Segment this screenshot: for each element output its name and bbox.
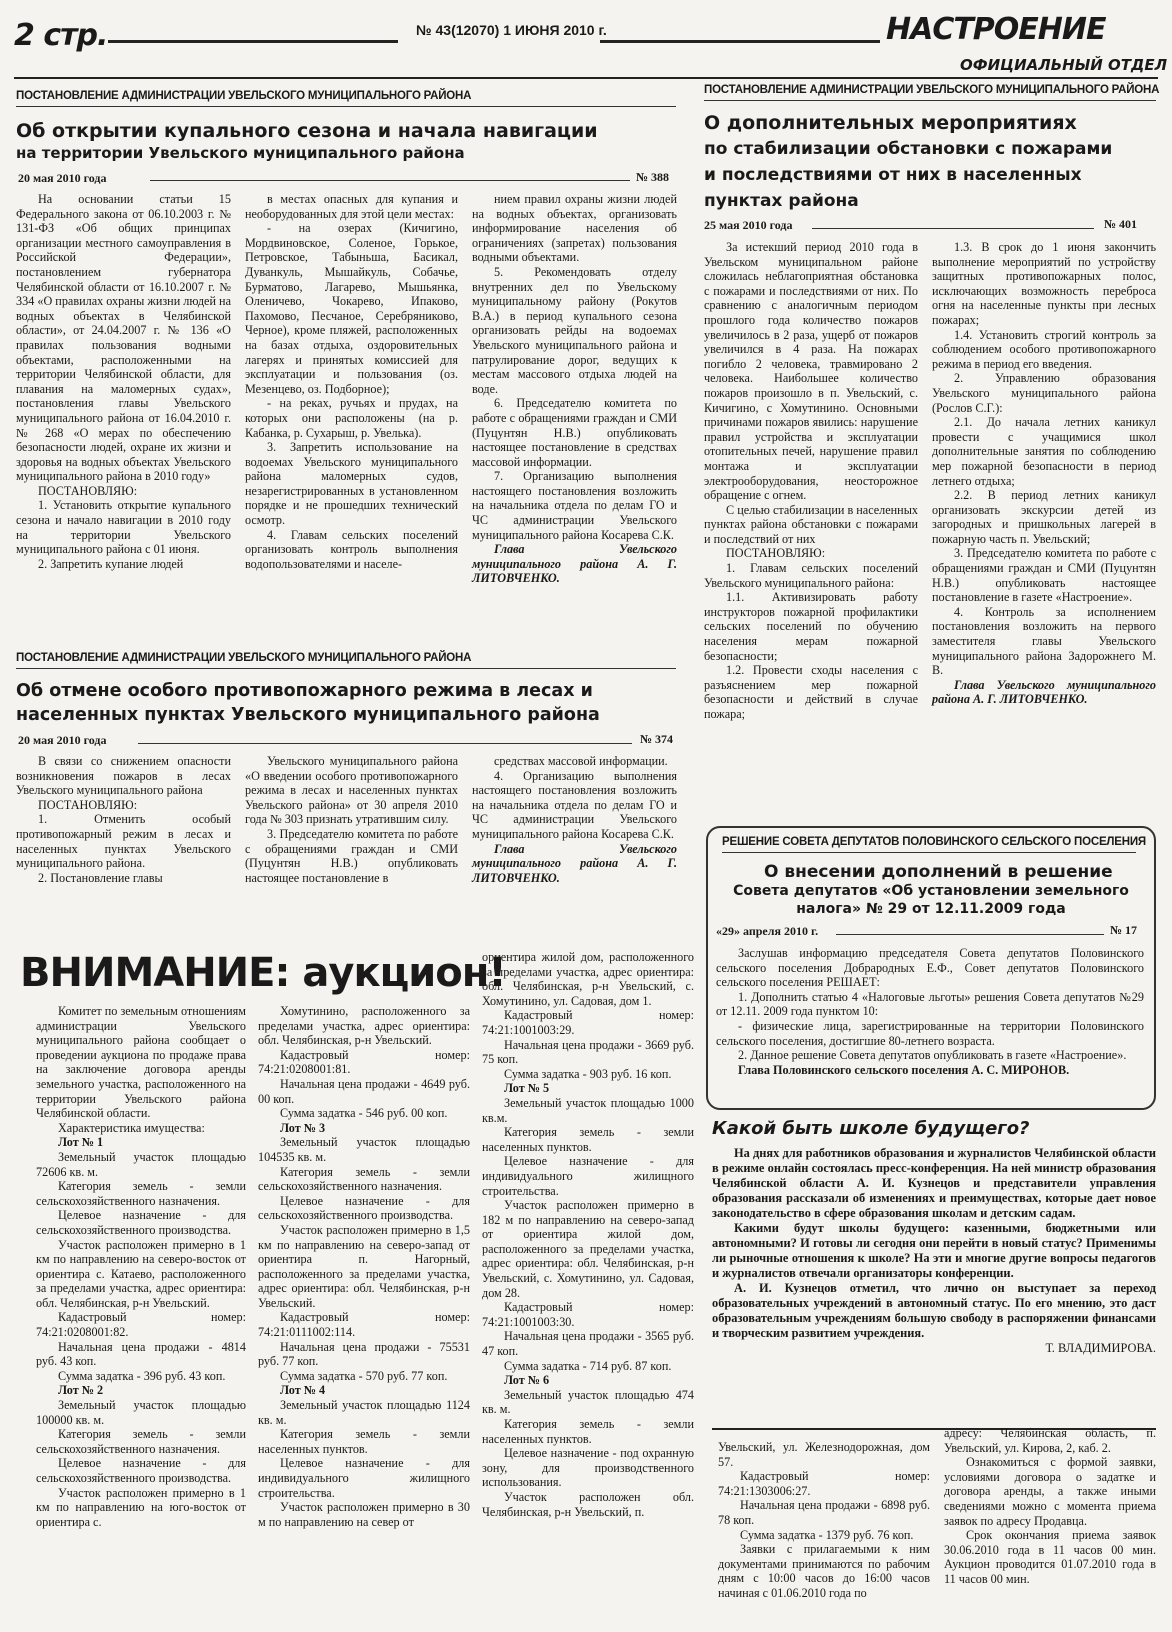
paragraph: 4. Контроль за исполнением постановления возложить на первого заместителя главы Увельского муниципального района Задорожнего М. В. — [932, 604, 1160, 678]
a4-kicker-rule — [722, 852, 1136, 853]
a3-signature: Глава Увельского муниципального района А. Г. ЛИТОВЧЕНКО. — [472, 841, 681, 885]
paragraph: Начальная цена продажи - 6898 руб. 78 коп. — [718, 1498, 934, 1527]
paragraph: Целевое назначение - для индивидуального жилищного строительства. — [482, 1154, 698, 1198]
paragraph: Участок расположен примерно в 1 км по направлению на северо-восток от ориентира с. Катаево, расположенного за пределами участка, адрес ориентира: обл. Челябинская, р-н Увельский. — [36, 1237, 250, 1310]
masthead-rule-left — [108, 40, 398, 43]
paragraph: в местах опасных для купания и необорудованных для этой цели местах: — [245, 192, 462, 221]
paragraph: 5. Рекомендовать отделу внутренних дел по Увельскому муниципальному району (Рокутов В.А.) в период купального сезона организовать рейды на водоемах Увельского муниципального района и патрулирование дорог, ведущих к местам массового отдыха людей на воде. — [472, 264, 681, 396]
paragraph: Комитет по земельным отношениям администрации Увельского муниципального района сообщает о проведении аукциона по продаже права на заключение договора аренды земельного участка, расположенного на территории Увельского района Челябинской области. — [36, 1004, 250, 1121]
a3-title-line2: населенных пунктах Увельского муниципального района — [16, 705, 600, 725]
paragraph: Земельный участок площадью 72606 кв. м. — [36, 1149, 250, 1179]
paragraph: 1. Установить открытие купального сезона и начало навигации в 2010 году на территории Увельского муниципального района с 01 июня. — [16, 498, 235, 557]
paragraph: 4. Организацию выполнения настоящего постановления возложить на начальника отдела по делам ГО и ЧС администрации Увельского муниципального района Косарева С.К. — [472, 768, 681, 841]
paragraph: Начальная цена продажи - 3565 руб. 47 коп. — [482, 1329, 698, 1359]
a5-column-3 — [482, 950, 698, 1628]
a5-column-2 — [258, 1004, 474, 1628]
paragraph: Целевое назначение - для сельскохозяйственного производства. — [258, 1193, 474, 1223]
masthead-rule-right — [600, 40, 880, 43]
paragraph: Сумма задатка - 1379 руб. 76 коп. — [740, 1527, 914, 1542]
auction-title: ВНИМАНИЕ: аукцион! — [20, 950, 506, 996]
a1-kicker: ПОСТАНОВЛЕНИЕ АДМИНИСТРАЦИИ УВЕЛЬСКОГО МУНИЦИПАЛЬНОГО РАЙОНА — [16, 90, 472, 102]
a4-date: «29» апреля 2010 г. — [716, 924, 819, 938]
paragraph: Заслушав информацию председателя Совета депутатов Половинского сельского поселения Добрародных Е.Ф., Совет депутатов Половинского сельского поселения РЕШАЕТ: — [716, 946, 1148, 990]
paragraph: Начальная цена продажи - 3669 руб. 75 коп. — [482, 1037, 698, 1067]
paragraph: Сумма задатка - 570 руб. 77 коп. — [280, 1368, 448, 1383]
paragraph: Категория земель - земли сельскохозяйственного назначения. — [36, 1179, 250, 1208]
paragraph: ПОСТАНОВЛЯЮ: — [38, 797, 138, 812]
paragraph: Кадастровый номер: 74:21:1001003:30. — [482, 1300, 698, 1329]
paragraph: За истекший период 2010 года в Увельском муниципальном районе сложилась неблагоприятная обстановка с пожарами и последствиями от них. По сравнению с аналогичным периодом прошлого года количество пожаров увеличилось в 2 раза, ущерб от пожаров увеличился в 4 раза. На пожарах погибло 2 человека, травмировано 2 человека. Наибольшее количество пожаров произошло в п. Увельский, с. Кичигино, с Хомутинино. Основными причинами пожаров явились: нарушение правил устройства и эксплуатации отопительных печей, нарушение правил монтажа и эксплуатации электрооборудования, неосторожное обращение с огнем. — [704, 240, 922, 503]
a4-date-rule — [836, 934, 1104, 935]
paragraph: Увельского муниципального района «О введении особого противопожарного режима в лесах и населенных пунктах Увельского района» от 30 апреля 2010 года № 303 признать утратившим силу. — [245, 754, 462, 827]
a1-title-line1: Об открытии купального сезона и начала навигации — [16, 120, 598, 142]
paragraph: 6. Председателю комитета по работе с обращениями граждан и СМИ (Пуцунтян Н.В.) опубликовать настоящее постановление в средствах массовой информации. — [472, 396, 681, 469]
paragraph: Кадастровый номер: 74:21:0111002:114. — [258, 1310, 474, 1340]
section-label: ОФИЦИАЛЬНЫЙ ОТДЕЛ — [960, 56, 1168, 74]
lot-heading: Лот № 1 — [58, 1135, 104, 1150]
paragraph: Земельный участок площадью 1124 кв. м. — [258, 1398, 474, 1427]
paragraph: Какими будут школы будущего: казенными, бюджетными или автономными? И готовы ли сегодня они перейти в новый статус? Применимы ли рыночные отношения к школе? На эти и многие другие вопросы педагогов и журналистов отвечали организаторы конференции. — [712, 1221, 1160, 1280]
a2-number: № 401 — [1104, 217, 1138, 231]
paragraph: Категория земель - земли сельскохозяйственного назначения. — [36, 1427, 250, 1456]
a3-kicker-rule — [16, 668, 676, 669]
paragraph: Начальная цена продажи - 4649 руб. 00 коп. — [258, 1076, 474, 1106]
a2-kicker-rule — [704, 100, 1156, 101]
paragraph: - на реках, ручьях и прудах, на которых они расположены (на р. Кабанка, р. Сухарыш, р. Увелька). — [245, 396, 462, 440]
paragraph: Ознакомиться с формой заявки, условиями договора о задатке и договора аренды, а также иными сведениями можно с момента приема заявок по адресу Продавца. — [944, 1455, 1160, 1528]
a1-column-3 — [472, 192, 681, 638]
a4-body — [716, 946, 1148, 1102]
a3-date: 20 мая 2010 года — [18, 733, 107, 747]
paragraph: Целевое назначение - для сельскохозяйственного производства. — [36, 1456, 250, 1485]
paragraph: На днях для работников образования и журналистов Челябинской области в режиме онлайн состоялась пресс-конференция. На ней министр образования Челябинской области А. И. Кузнецов и представители управления образования рассказали об изменениях и преимуществах, которые дает новое законодательство в сфере образования школам и детским садам. — [712, 1146, 1160, 1220]
a1-date-rule — [150, 180, 630, 181]
paragraph: Увельский, ул. Железнодорожная, дом 57. — [718, 1440, 934, 1469]
paragraph: 2.2. В период летних каникул организовать экскурсии детей из загородных и пришкольных лагерей в пожарную часть п. Увельский; — [932, 488, 1160, 546]
a4-title-line1: О внесении дополнений в решение — [764, 862, 1113, 882]
a3-number: № 374 — [640, 732, 674, 746]
a3-kicker: ПОСТАНОВЛЕНИЕ АДМИНИСТРАЦИИ УВЕЛЬСКОГО МУНИЦИПАЛЬНОГО РАЙОНА — [16, 652, 472, 664]
paragraph: 4. Главам сельских поселений организовать контроль выполнения водопользователями и населе- — [245, 527, 462, 571]
paragraph: Земельный участок площадью 1000 кв.м. — [482, 1095, 698, 1125]
paragraph: Начальная цена продажи - 75531 руб. 77 коп. — [258, 1339, 474, 1369]
paragraph: 3. Председателю комитета по работе с обращениями граждан и СМИ (Пуцунтян Н.В.) опубликовать настоящее постановление в газете «Настроение». — [932, 546, 1160, 605]
a2-title-line1: О дополнительных мероприятиях — [704, 112, 1077, 134]
a2-column-2 — [932, 240, 1160, 820]
paragraph: адресу: Челябинская область, п. Увельский, ул. Кирова, 2, каб. 2. — [944, 1426, 1160, 1455]
a2-date: 25 мая 2010 года — [704, 218, 793, 232]
paragraph: Участок расположен примерно в 30 м по направлению на север от — [258, 1500, 474, 1529]
paragraph: 1.4. Установить строгий контроль за соблюдением особого противопожарного режима в период его введения. — [932, 327, 1160, 371]
a1-column-2 — [245, 192, 462, 638]
paragraph: Целевое назначение - под охранную зону, для производственного использования. — [482, 1446, 698, 1490]
lot-heading: Лот № 4 — [280, 1383, 326, 1398]
newspaper-name: НАСТРОЕНИЕ — [886, 12, 1106, 47]
a6-title: Какой быть школе будущего? — [712, 1118, 1030, 1139]
paragraph: На основании статьи 15 Федерального закона от 06.10.2003 г. № 131-ФЗ «Об общих принципах организации местного самоуправления в Российской Федерации», постановлением губернатора Челябинской области от 16.10.2007 г. № 334 «О правилах охраны жизни людей на водных объектах в Челябинской области», от 24.04.2007 г. № 136 «О правилах пользования водными объектами, расположенными на территории Челябинской области, для плавания на маломерных судах», постановления главы Увельского муниципального района от 16.04.2010 г. № 268 «О мерах по обеспечению безопасности людей, охране их жизни и здоровья на водных объектах Увельского муниципального района в 2010 году» — [16, 192, 235, 484]
paragraph: Участок расположен примерно в 1,5 км по направлению на северо-запад от ориентира п. Нагорный, расположенного за пределами участка, адрес ориентира: обл. Челябинская, р-н Увельский. — [258, 1222, 474, 1310]
paragraph: 3. Председателю комитета по работе с обращениями граждан и СМИ (Пуцунтян Н.В.) опубликовать настоящее постановление в — [245, 826, 462, 885]
a2-signature: Глава Увельского муниципального района А. Г. ЛИТОВЧЕНКО. — [932, 677, 1160, 707]
a1-date: 20 мая 2010 года — [18, 171, 107, 185]
paragraph: 3. Запретить использование на водоемах Увельского муниципального района маломерных судов, незарегистрированных в установленном порядке и не прошедших технический осмотр. — [245, 440, 462, 528]
paragraph: Участок расположен примерно в 1 км по направлению на юго-восток от ориентира с. — [36, 1485, 250, 1529]
paragraph: Сумма задатка - 396 руб. 43 коп. — [58, 1368, 226, 1383]
paragraph: Участок расположен примерно в 182 м по направлению на северо-запад от ориентира жилой дом, расположенного за пределами участка, адрес ориентира: обл. Челябинская, р-н Увельский, с. Хомутинино, ул. Садовая, дом 28. — [482, 1198, 698, 1300]
a4-number: № 17 — [1110, 923, 1138, 937]
paragraph: Кадастровый номер: 74:21:1001003:29. — [482, 1008, 698, 1037]
paragraph: - на озерах (Кичигино, Мордвиновское, Соленое, Горькое, Петровское, Табыньша, Басикал, Дуванкуль, Мышайкуль, Собачье, Бурматово, Лагарево, Мышьянка, Оленичево, Чокарево, Ипаково, Пахомово, Песчаное, Серебряниково, Черное), кроме пляжей, расположенных на базах отдыха, оздоровительных лагерях и принятых комиссией для эксплуатации и пользования (оз. Мезенцево, оз. Подборное); — [245, 221, 462, 396]
a4-signature: Глава Половинского сельского поселения А. С. МИРОНОВ. — [738, 1062, 1070, 1077]
paragraph: 2. Постановление главы — [38, 870, 163, 885]
paragraph: Категория земель - земли населенных пунктов. — [482, 1125, 698, 1154]
a2-title-line3: и последствиями от них в населенных — [704, 165, 1082, 185]
a1-kicker-rule — [16, 106, 676, 107]
paragraph: В связи со снижением опасности возникновения пожаров в лесах Увельского муниципального района — [16, 754, 235, 798]
paragraph: Сумма задатка - 903 руб. 16 коп. — [504, 1066, 672, 1081]
paragraph: Сумма задатка - 546 руб. 00 коп. — [280, 1106, 448, 1121]
paragraph: Целевое назначение - для индивидуального жилищного строительства. — [258, 1456, 474, 1500]
a2-kicker: ПОСТАНОВЛЕНИЕ АДМИНИСТРАЦИИ УВЕЛЬСКОГО МУНИЦИПАЛЬНОГО РАЙОНА — [704, 84, 1160, 96]
paragraph: Земельный участок площадью 474 кв. м. — [482, 1387, 698, 1417]
a5-column-1 — [36, 1004, 250, 1628]
masthead-underline — [14, 77, 1158, 79]
a5-column-4 — [718, 1440, 934, 1628]
a1-column-1 — [16, 192, 235, 638]
paragraph: Категория земель - земли сельскохозяйственного назначения. — [258, 1164, 474, 1194]
a1-number: № 388 — [636, 170, 670, 184]
paragraph: 1. Главам сельских поселений Увельского муниципального района: — [704, 561, 922, 590]
paragraph: 2. Управлению образования Увельского муниципального района (Рослов С.Г.): — [932, 371, 1160, 415]
paragraph: 7. Организацию выполнения настоящего постановления возложить на начальника отдела по делам ГО и ЧС администрации Увельского муниципального района Косарева С.К. — [472, 469, 681, 542]
a1-title-line2: на территории Увельского муниципального района — [16, 144, 465, 162]
a3-title-line1: Об отмене особого противопожарного режима в лесах и — [16, 681, 593, 701]
paragraph: - физические лица, зарегистрированные на территории Половинского сельского поселения, достигшие 80-летнего возраста. — [716, 1018, 1148, 1048]
paragraph: ПОСТАНОВЛЯЮ: — [38, 483, 138, 498]
lot-heading: Лот № 6 — [504, 1373, 550, 1388]
page-label: 2 стр. — [14, 18, 108, 53]
paragraph: Кадастровый номер: 74:21:0208001:82. — [36, 1310, 250, 1340]
a3-column-3 — [472, 754, 681, 916]
a5-column-5 — [944, 1426, 1160, 1628]
paragraph: Кадастровый номер: 74:21:0208001:81. — [258, 1047, 474, 1077]
a2-column-1 — [704, 240, 922, 820]
lot-heading: Лот № 2 — [58, 1383, 104, 1398]
paragraph: нием правил охраны жизни людей на водных объектах, организовать информирование населения об ограничениях (запретах) пользования водными объектами. — [472, 192, 681, 265]
paragraph: 1.3. В срок до 1 июня закончить выполнение мероприятий по устройству защитных противопожарных полос, исключающих возможность переброса огня на населенные пункты при лесных пожарах; — [932, 240, 1160, 327]
paragraph: Хомутинино, расположенного за пределами участка, адрес ориентира: обл. Челябинская, р-н Увельский. — [258, 1004, 474, 1048]
paragraph: Кадастровый номер: 74:21:1303006:27. — [718, 1469, 934, 1498]
paragraph: 2.1. До начала летних каникул провести с учащимися школ дополнительные занятия по соблюдению мер пожарной безопасности в период летнего отдыха; — [932, 415, 1160, 488]
paragraph: Заявки с прилагаемыми к ним документами принимаются по рабочим дням с 10:00 часов до 16:00 часов начиная с 01.06.2010 года по — [718, 1542, 934, 1600]
paragraph: ПОСТАНОВЛЯЮ: — [726, 546, 826, 561]
a6-body — [712, 1146, 1160, 1416]
paragraph: 1.2. Провести сходы населения с разъяснением мер пожарной безопасности и действий в случае пожара; — [704, 663, 922, 721]
lot-heading: Лот № 3 — [280, 1120, 326, 1135]
paragraph: средствах массовой информации. — [494, 754, 668, 768]
paragraph: 1.1. Активизировать работу инструкторов пожарной профилактики сельских поселений по обучению населения мерам пожарной безопасности; — [704, 590, 922, 663]
a2-date-rule — [812, 228, 1094, 229]
paragraph: 2. Данное решение Совета депутатов опубликовать в газете «Настроение». — [738, 1048, 1127, 1063]
a3-column-1 — [16, 754, 235, 916]
issue-line: № 43(12070) 1 ИЮНЯ 2010 г. — [416, 22, 607, 38]
a4-kicker: РЕШЕНИЕ СОВЕТА ДЕПУТАТОВ ПОЛОВИНСКОГО СЕЛЬСКОГО ПОСЕЛЕНИЯ — [722, 836, 1146, 848]
paragraph: ориентира жилой дом, расположенного за пределами участка, адрес ориентира: обл. Челябинская, р-н Увельский, с. Хомутинино, ул. Садовая, дом 1. — [482, 950, 698, 1008]
paragraph: С целью стабилизации в населенных пунктах района обстановки с пожарами и последствий от них — [704, 502, 922, 546]
paragraph: Участок расположен обл. Челябинская, р-н Увельский, п. — [482, 1489, 698, 1519]
paragraph: 1. Отменить особый противопожарный режим в лесах и населенных пунктах Увельского муниципального района. — [16, 812, 235, 871]
paragraph: Целевое назначение - для сельскохозяйственного производства. — [36, 1208, 250, 1237]
a2-title-line4: пунктах района — [704, 191, 859, 211]
paragraph: Начальная цена продажи - 4814 руб. 43 коп. — [36, 1339, 250, 1369]
paragraph: 1. Дополнить статью 4 «Налоговые льготы» решения Совета депутатов №29 от 12.11. 2009 года пунктом 10: — [716, 989, 1148, 1019]
paragraph: Категория земель - земли населенных пунктов. — [258, 1427, 474, 1456]
paragraph: Срок окончания приема заявок 30.06.2010 года в 11 часов 00 мин. Аукцион проводится 01.07.2010 года в 11 часов 00 мин. — [944, 1528, 1160, 1586]
lot-heading: Лот № 5 — [504, 1081, 550, 1096]
a2-title-line2: по стабилизации обстановки с пожарами — [704, 139, 1113, 159]
a3-date-rule — [138, 743, 632, 744]
a4-title-line2: Совета депутатов «Об установлении земельного налога» № 29 от 12.11.2009 года — [733, 883, 1129, 917]
paragraph: А. И. Кузнецов отметил, что лично он выступает за переход образовательных учреждений в автономный статус. По его мнению, это даст образовательным учреждениям большую свободу в распоряжении финансами и творческим развитием учреждения. — [712, 1281, 1160, 1340]
paragraph: 2. Запретить купание людей — [38, 556, 184, 571]
a6-author: Т. ВЛАДИМИРОВА. — [1045, 1341, 1156, 1355]
paragraph: Сумма задатка - 714 руб. 87 коп. — [504, 1358, 672, 1373]
paragraph: Категория земель - земли населенных пунктов. — [482, 1417, 698, 1446]
paragraph: Земельный участок площадью 100000 кв. м. — [36, 1398, 250, 1427]
a1-signature: Глава Увельского муниципального района А. Г. ЛИТОВЧЕНКО. — [472, 542, 681, 586]
paragraph: Характеристика имущества: — [58, 1120, 205, 1135]
paragraph: Земельный участок площадью 104535 кв. м. — [258, 1135, 474, 1164]
a3-column-2 — [245, 754, 462, 916]
